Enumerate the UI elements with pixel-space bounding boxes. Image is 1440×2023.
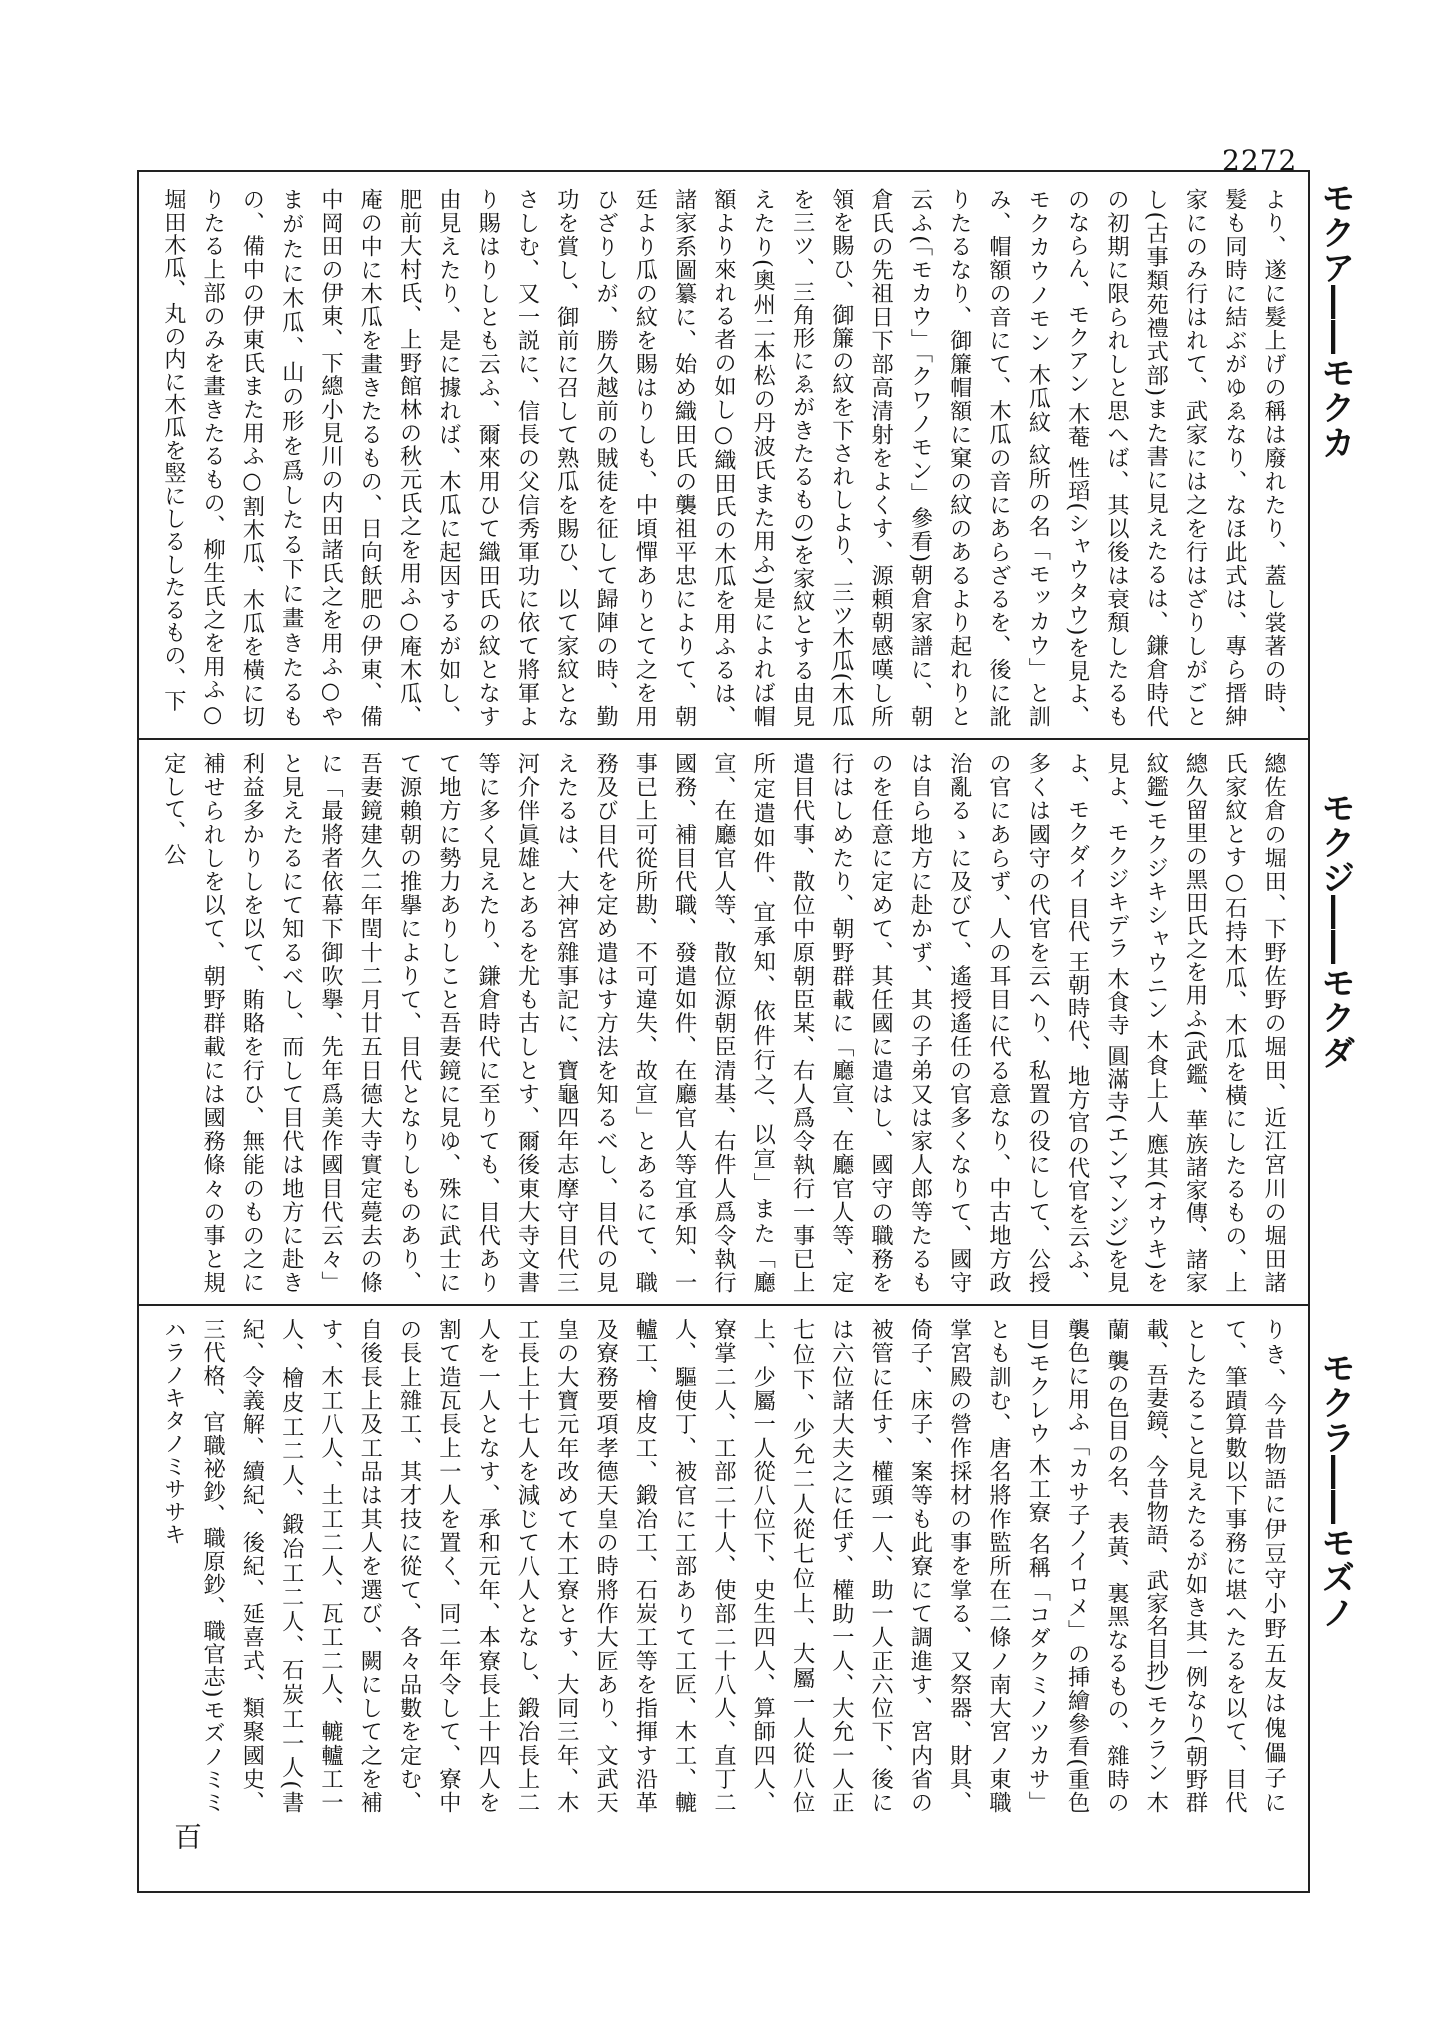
section-divider-2 [137, 1304, 1310, 1306]
folio-number: 百 [170, 1822, 203, 1850]
section-1-text: より、遂に髮上げの稱は廢れたり、蓋し裳著の時、髮も同時に結ぶがゆゑなり、なほ此式は、專ら搢紳家にのみ行はれて、武家には之を行はざりしがごとし(古事類苑禮式部)また書に見えたるは、鎌倉時代の初期に限られしと思へば、其以後は衰頽したるものならん、モクアン 木菴 性瑫(シャウタウ)を見よ、モクカウノモン 木瓜紋 紋所の名「モッカウ」と訓み、帽額の音にて、木瓜の音にあらざるを、後に訛りたるなり、御簾帽額に窠の紋のあるより起れりと云ふ(「モカウ」「クワノモン」參看)朝倉家譜に、朝倉氏の先祖日下部高清射をよくす、源頼朝感嘆し所領を賜ひ、御簾の紋を下されしより、三ツ木瓜(木瓜を三ツ、三角形にゑがきたるもの)を家紋とする由見えたり(奧州二本松の丹波氏また用ふ)是によれば帽額より來れる者の如し○織田氏の木瓜を用ふるは、諸家系圖纂に、始め織田氏の襲祖平忠によりて、朝廷より瓜の紋を賜はりしも、中頃憚ありとて之を用ひざりしが、勝久越前の賊徒を征して歸陣の時、勤功を賞し、御前に召して熟瓜を賜ひ、以て家紋となさしむ、又一説に、信長の父信秀軍功に依て將軍より賜はりしとも云ふ、爾來用ひて織田氏の紋となす由見えたり、是に據れば、木瓜に起因するが如し、肥前大村氏、上野館林の秋元氏之を用ふ○庵木瓜、庵の中に木瓜を畫きたるもの、日向飫肥の伊東、備中岡田の伊東、下總小見川の内田諸氏之を用ふ○やまがたに木瓜、山の形を爲したる下に畫きたるもの、備中の伊東氏また用ふ○割木瓜、木瓜を橫に切りたる上部のみを畫きたるもの、柳生氏之を用ふ○堀田木瓜、丸の内に木瓜を竪にしるしたるもの、下 [160, 188, 1287, 728]
dictionary-section-1 [153, 188, 1295, 728]
page-number: 2272 [1222, 144, 1298, 177]
section-3-text: りき、今昔物語に伊豆守小野五友は傀儡子にて、筆蹟算數以下事務に堪へたるを以て、目代としたること見えたるが如き其一例なり(朝野群載、吾妻鏡、今昔物語、武家名目抄)モクラン 木蘭 襲の色目の名、表黃、裏黑なるもの、雜時の襲色に用ふ「カサ子ノイロメ」の挿繪參看(重色目)モクレウ 木工寮 名稱「コダクミノツカサ」とも訓む、唐名將作監所在二條ノ南大宮ノ東職掌宮殿の營作採材の事を掌る、又祭器、財具、倚子、床子、案等も此寮にて調進す、宮内省の被管に任す、權頭一人、助一人正六位下、後には六位諸大夫之に任ず、權助一人、大允一人正七位下、少允二人從七位上、大屬一人從八位上、少屬一人從八位下、史生四人、算師四人、寮掌二人、工部二十人、使部二十八人、直丁二人、驅使丁、被官に工部ありて工匠、木工、轆轤工、檜皮工、鍛冶工、石炭工等を指揮す沿革及寮務要項孝德天皇の時將作大匠あり、文武天皇の大寶元年改めて木工寮とす、大同三年、木工長上十七人を減じて八人となし、鍛冶長上二人を一人となす、承和元年、本寮長上十四人を割て造瓦長上一人を置く、同二年令して、寮中の長上雜工、其才技に從て、各々品數を定む、自後長上及工品は其人を選び、闕にして之を補す、木工八人、土工二人、瓦工二人、轆轤工一人、檜皮工二人、鍛冶工二人、石炭工一人(書紀、令義解、續紀、後紀、延喜式、類聚國史、三代格、官職祕鈔、職原鈔、職官志)モズノミミハラノキタノミササキ [160, 1318, 1287, 1814]
dictionary-section-2 [153, 752, 1295, 1294]
dictionary-section-3 [153, 1318, 1295, 1814]
headword-range-3: モクラ――モズノ [1315, 1350, 1355, 1630]
section-2-text: 總佐倉の堀田、下野佐野の堀田、近江宮川の堀田諸氏家紋とす○石持木瓜、木瓜を橫にしたるもの、上總久留里の黑田氏之を用ふ(武鑑、華族諸家傳、諸家紋鑑)モクジキシャウニン 木食上人 應其(オウキ)を見よ、モクジキデラ 木食寺 圓滿寺(エンマンジ)を見よ、モクダイ 目代 王朝時代、地方官の代官を云ふ、多くは國守の代官を云へり、私置の役にして、公授の官にあらず、人の耳目に代る意なり、中古地方政治亂るゝに及びて、遙授遙任の官多くなりて、國守は自ら地方に赴かず、其の子弟又は家人郎等たるものを任意に定めて、其任國に遣はし、國守の職務を行はしめたり、朝野群載に「廳宣、在廳官人等、定遣目代事、散位中原朝臣某、右人爲令執行一事已上所定遣如件、宜承知、依件行之、以宣」また「廳宣、在廳官人等、散位源朝臣清基、右件人爲令執行國務、補目代職、發遣如件、在廳官人等宜承知、一事已上可從所勘、不可違失、故宣」とあるにて、職務及び目代を定め遣はす方法を知るべし、目代の見えたるは、大神宮雜事記に、寶龜四年志摩守目代三河介伴眞雄とあるを尤も古しとす、爾後東大寺文書等に多く見えたり、鎌倉時代に至りても、目代ありて地方に勢力ありしこと吾妻鏡に見ゆ、殊に武士にて源賴朝の推擧によりて、目代となりしものあり、吾妻鏡建久二年閏十二月廿五日德大寺實定薨去の條に「最將者依幕下御吹擧、先年爲美作國目代云々」と見えたるにて知るべし、而して目代は地方に赴き利益多かりしを以て、賄賂を行ひ、無能のもの之に補せられしを以て、朝野群載には國務條々の事と規定して、公 [160, 752, 1287, 1294]
headword-range-1: モクア――モクカ [1315, 180, 1355, 460]
headword-range-2: モクジ――モクダ [1315, 790, 1355, 1070]
section-divider-1 [137, 738, 1310, 740]
